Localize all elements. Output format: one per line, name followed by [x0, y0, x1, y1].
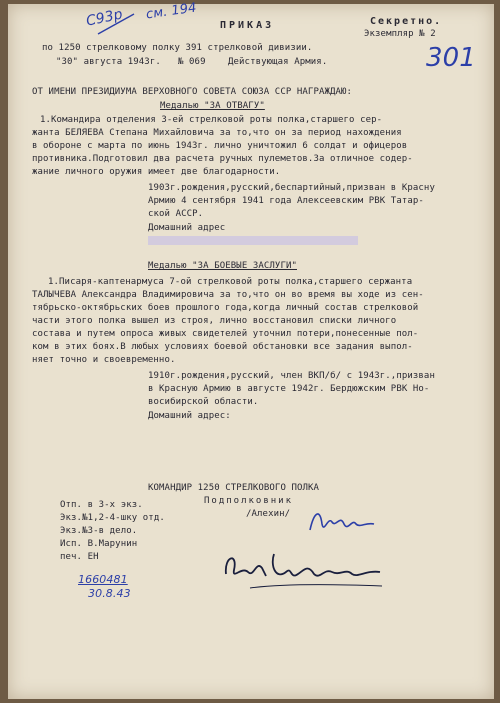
commander-rank: Подполковник: [204, 496, 294, 506]
medal2-line: тябрьско-октябрьских боев прошлого года,когда личный состав стрелковой: [32, 303, 419, 313]
medal1-heading: Медалью "ЗА ОТВАГУ": [160, 101, 265, 111]
commander-role: КОМАНДИР 1250 СТРЕЛКОВОГО ПОЛКА: [148, 483, 320, 493]
archive-number: 301: [426, 43, 476, 73]
stamp-number: 1660481: [78, 573, 128, 586]
secret-label: Секретно.: [370, 16, 443, 27]
handwritten-mark-1: С93р: [84, 6, 125, 30]
order-army: Действующая Армия.: [228, 57, 328, 67]
commander-signature: [308, 504, 378, 540]
medal2-heading: Медалью "ЗА БОЕВЫЕ ЗАСЛУГИ": [148, 261, 297, 271]
footer-meta-line: Экз.№3-в дело.: [60, 526, 138, 536]
commander-name: /Алехин/: [246, 509, 291, 519]
order-number: № 069: [178, 57, 206, 67]
medal1-line: жанта БЕЛЯЕВА Степана Михайловича за то,что он за период нахождения: [32, 128, 402, 138]
medal2-line: няет точно и своевременно.: [32, 355, 176, 365]
medal1-line: противника.Подготовил два расчета ручных пулеметов.За отличное содер-: [32, 154, 413, 164]
medal1-line: жание личного оружия имеет две благодарности.: [32, 167, 281, 177]
medal2-bio-line: 1910г.рождения,русский, член ВКП/б/ с 1943г.,призван: [148, 371, 435, 381]
medal1-bio-line: ской АССР.: [148, 209, 204, 219]
bottom-signature: [220, 544, 390, 594]
medal2-line: части этого полка вышел из строя, лично восстановил списки личного: [32, 316, 397, 326]
medal2-address: Домашний адрес:: [148, 411, 231, 421]
medal2-line: состава и путем опроса живых свидетелей уточнил потери,понесенные пол-: [32, 329, 419, 339]
medal2-bio-line: в Красную Армию в августе 1942г. Бердюжским РВК Но-: [148, 384, 430, 394]
medal1-line: 1.Командира отделения 3-ей стрелковой роты полка,старшего сер-: [40, 115, 383, 125]
medal2-bio-line: восибирской области.: [148, 397, 259, 407]
medal2-line: ком в этих боях.В любых условиях боевой обстановки все задания выпол-: [32, 342, 413, 352]
stamp-date: 30.8.43: [88, 587, 131, 600]
document-sheet: [8, 0, 494, 699]
copy-number: Экземпляр № 2: [364, 29, 436, 39]
medal1-bio-line: Армию 4 сентября 1941 года Алексеевским РВК Татар-: [148, 196, 424, 206]
footer-meta-line: Экз.№1,2-4-шку отд.: [60, 513, 165, 523]
medal1-line: в обороне с марта по июнь 1943г. лично уничтожил 6 солдат и офицеров: [32, 141, 408, 151]
medal2-line: 1.Писаря-каптенармуса 7-ой стрелковой роты полка,старшего сержанта: [48, 277, 413, 287]
medal1-bio-line: 1903г.рождения,русский,беспартийный,призван в Красну: [148, 183, 435, 193]
footer-meta-line: печ. ЕН: [60, 552, 99, 562]
medal1-address: Домашний адрес: [148, 223, 226, 233]
handwritten-strike-icon: [96, 10, 136, 40]
order-date: "30" августа 1943г.: [56, 57, 161, 67]
handwritten-mark-2: см. 194: [145, 0, 198, 23]
preamble: ОТ ИМЕНИ ПРЕЗИДИУМА ВЕРХОВНОГО СОВЕТА СОЮЗА ССР НАГРАЖДАЮ:: [32, 87, 353, 97]
footer-meta-line: Отп. в 3-х экз.: [60, 500, 143, 510]
order-line-1: по 1250 стрелковому полку 391 стрелковой дивизии.: [42, 43, 313, 53]
medal2-line: ТАЛЫЧЕВА Александра Владимировича за то,что он во время вы ходе из сен-: [32, 290, 424, 300]
order-title: ПРИКАЗ: [220, 20, 275, 31]
footer-meta-line: Исп. В.Марунин: [60, 539, 138, 549]
redacted-address: [148, 236, 358, 245]
